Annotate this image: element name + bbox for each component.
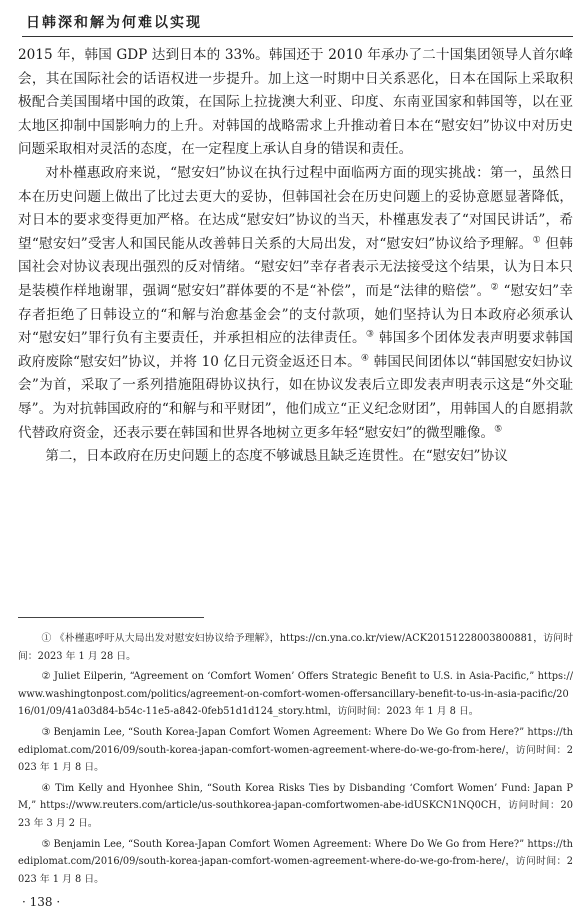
footnote-divider xyxy=(18,617,204,618)
paragraph-2-seg-1: 对朴槿惠政府来说，“慰安妇”协议在执行过程中面临两方面的现实挑战：第一，虽然日本在历史问题上做出了比过去更大的妥协，但韩国社会在历史问题上的妥协意愿显著降低，对日本的要求变得更加严格。在达成“慰安妇”协议的当天，朴槿惠发表了“对国民讲话”，希望“慰安妇”受害人和国民能从改善韩日关系的大局出发，对“慰安妇”协议给予理解。 xyxy=(18,164,573,252)
footnote-4-mark: ④ xyxy=(41,782,52,794)
footnote-2-text: Juliet Eilperin, “Agreement on ‘Comfort Women’ Offers Strategic Benefit to U.S. in Asia-Pacific,” https://www.washingtonpost.com/politics/agreement-on-comfort-women-offersancillary-benefit-to-us-in-asia-pacific/2016/01/09/41a03d84-b54c-11e5-a842-0feb51d1d124_story.html，访问时间：2023 年 1 月 8 日。 xyxy=(18,671,573,718)
footnote-5-text: Benjamin Lee, “South Korea-Japan Comfort Women Agreement: Where Do We Go from Here?” https://thediplomat.com/2016/09/south-korea-japan-comfort-women-agreement-where-do-we-go-from-here/，访问时间：2023 年 1 月 8 日。 xyxy=(18,838,573,885)
paragraph-3: 第二，日本政府在历史问题上的态度不够诚恳且缺乏连贯性。在“慰安妇”协议 xyxy=(45,448,508,465)
paragraph-2-seg-5: 韩国民间团体以“韩国慰安妇协议会”为首，采取了一系列措施阻碍协议执行，如在协议发表后立即发表声明表示这是“外交耻辱”。为对抗韩国政府的“和解与和平财团”，他们成立“正义纪念财团”，用韩国人的自愿捐款代替政府资金，还表示要在韩国和世界各地树立更多年轻“慰安妇”的微型雕像。 xyxy=(18,353,573,441)
paragraph-2-seg-3: “慰安妇”幸存者拒绝了日韩设立的“和解与治愈基金会”的支付款项，她们坚持认为日本政府必须承认对“慰安妇”罪行负有主要责任，并承担相应的法律责任。 xyxy=(18,282,573,347)
footnote-2 xyxy=(18,668,573,721)
footnote-4-text: Tim Kelly and Hyonhee Shin, “South Korea Risks Ties by Disbanding ‘Comfort Women’ Fund: Japan PM,” https://www.reuters.com/article/us-southkorea-japan-comfortwomen-abe-idUSKCN1NQ0CH，访问时间：2023 年 3 月 2 日。 xyxy=(18,782,573,829)
page-number: · 138 · xyxy=(22,895,61,909)
footnote-1-text: 《朴槿惠呼吁从大局出发对慰安妇协议给予理解》，https://cn.yna.co.kr/view/ACK20151228003800881，访问时间：2023 年 1 月 28 日。 xyxy=(18,633,573,662)
footnote-1-mark: ① xyxy=(41,633,52,644)
body-text xyxy=(18,44,573,469)
running-header xyxy=(0,0,587,40)
footnote-ref-2[interactable]: ② xyxy=(490,282,499,293)
paragraph-2 xyxy=(18,162,573,445)
footnote-1 xyxy=(18,630,573,665)
header-title: 日韩深和解为何难以实现 xyxy=(26,15,202,31)
footnote-3 xyxy=(18,724,573,777)
footnote-ref-5[interactable]: ⑤ xyxy=(494,423,503,434)
footnote-3-mark: ③ xyxy=(41,726,51,738)
footnote-4 xyxy=(18,780,573,833)
footnote-ref-3[interactable]: ③ xyxy=(365,329,375,340)
paragraph-1: 2015 年，韩国 GDP 达到日本的 33%。韩国还于 2010 年承办了二十国集团领导人首尔峰会，其在国际社会的话语权进一步提升。加上这一时期中日关系恶化，日本在国际上采取积极配合美国围堵中国的政策，在国际上拉拢澳大利亚、印度、东南亚国家和韩国等，以在亚太地区抑制中国影响力的上升。对韩国的战略需求上升推动着日本在“慰安妇”协议中对历史问题采取相对灵活的态度，在一定程度上承认自身的错误和责任。 xyxy=(18,47,573,158)
footnote-ref-4[interactable]: ④ xyxy=(360,353,370,364)
footnote-ref-1[interactable]: ① xyxy=(532,235,541,246)
footnote-2-mark: ② xyxy=(41,671,51,683)
header-divider xyxy=(22,36,573,37)
footnote-5 xyxy=(18,836,573,889)
paragraph-2-seg-4: 韩国多个团体发表声明要求韩国政府废除“慰安妇”协议，并将 10 亿日元资金返还日本。 xyxy=(18,330,573,370)
footnote-3-text: Benjamin Lee, “South Korea-Japan Comfort Women Agreement: Where Do We Go from Here?” https://thediplomat.com/2016/09/south-korea-japan-comfort-women-agreement-where-do-we-go-from-here/，访问时间：2023 年 1 月 8 日。 xyxy=(18,726,573,774)
footnotes xyxy=(18,630,573,891)
footnote-5-mark: ⑤ xyxy=(41,838,51,850)
paragraph-2-seg-2: 但韩国社会对协议表现出强烈的反对情绪。“慰安妇”幸存者表示无法接受这个结果，认为日本只是装模作样地谢罪，强调“慰安妇”群体要的不是“补偿”，而是“法律的赔偿”。 xyxy=(18,235,574,299)
